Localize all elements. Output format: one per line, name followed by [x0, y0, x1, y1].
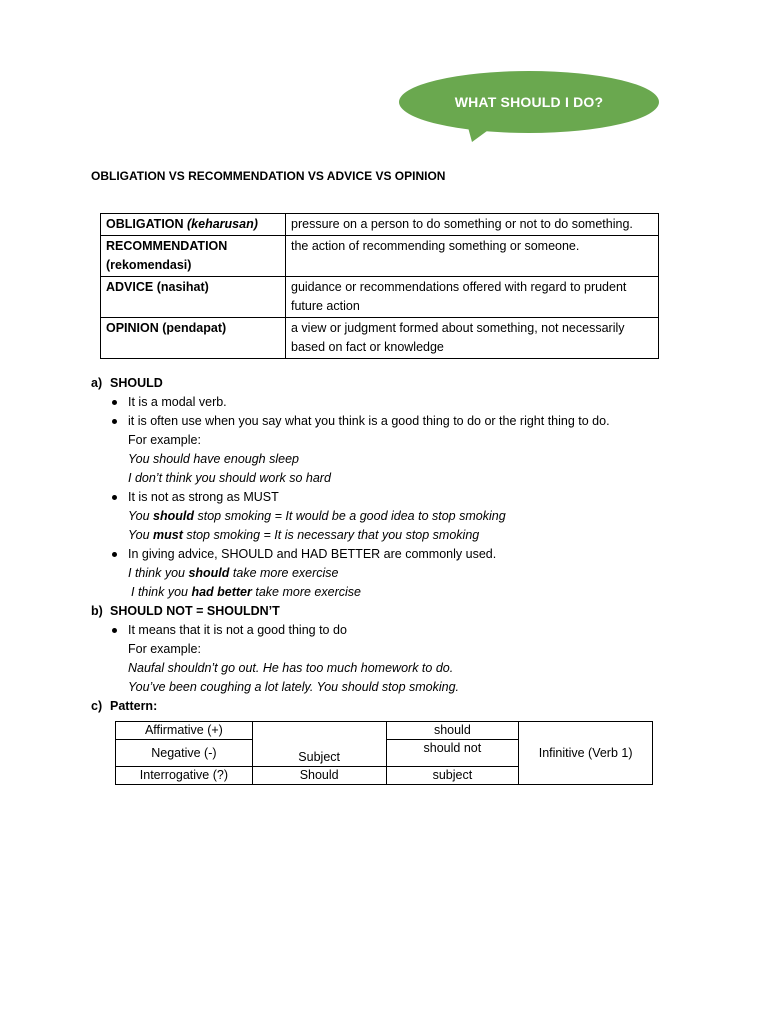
pattern-affirmative: Affirmative (+)	[116, 722, 253, 740]
pattern-should-question: Should	[252, 767, 386, 785]
pattern-table	[115, 721, 653, 785]
pattern-interrogative: Interrogative (?)	[116, 767, 253, 785]
speech-bubble	[399, 71, 659, 133]
bubble-title: WHAT SHOULD I DO?	[454, 94, 604, 110]
definitions-table	[100, 213, 659, 359]
term-cell: OPINION (pendapat)	[101, 318, 286, 359]
definition-cell: pressure on a person to do something or not to do something.	[286, 214, 659, 236]
section-b-title: b) SHOULD NOT = SHOULDN’T	[91, 604, 280, 618]
example-label: For example:	[128, 642, 201, 656]
list-item: In giving advice, SHOULD and HAD BETTER are commonly used.	[91, 545, 691, 564]
example-sentence: Naufal shouldn’t go out. He has too much homework to do.	[128, 661, 454, 675]
pattern-infinitive: Infinitive (Verb 1)	[519, 722, 653, 785]
term-cell: ADVICE (nasihat)	[101, 277, 286, 318]
list-item: It is a modal verb.	[91, 393, 691, 412]
example-sentence: I think you had better take more exercise	[131, 585, 361, 599]
list-item: it is often use when you say what you think is a good thing to do or the right thing to do.	[91, 412, 691, 431]
term-cell: OBLIGATION (keharusan)	[101, 214, 286, 236]
example-sentence: You’ve been coughing a lot lately. You should stop smoking.	[128, 680, 460, 694]
definition-cell: a view or judgment formed about something, not necessarily based on fact or knowledge	[286, 318, 659, 359]
table-row	[101, 236, 659, 277]
table-row	[101, 318, 659, 359]
example-sentence: You should stop smoking = It would be a good idea to stop smoking	[128, 509, 506, 523]
list-item: It means that it is not a good thing to do	[91, 621, 691, 640]
pattern-should: should	[386, 722, 519, 740]
section-a-title: a) SHOULD	[91, 376, 163, 390]
pattern-subject-question: subject	[386, 767, 519, 785]
page-heading: OBLIGATION VS RECOMMENDATION VS ADVICE VS OPINION	[91, 169, 446, 183]
definition-cell: guidance or recommendations offered with regard to prudent future action	[286, 277, 659, 318]
table-row	[101, 277, 659, 318]
table-row	[101, 214, 659, 236]
term-cell: RECOMMENDATION (rekomendasi)	[101, 236, 286, 277]
example-sentence: You must stop smoking = It is necessary that you stop smoking	[128, 528, 480, 542]
definition-cell: the action of recommending something or someone.	[286, 236, 659, 277]
example-sentence: You should have enough sleep	[128, 452, 299, 466]
lesson-content	[91, 374, 691, 716]
pattern-negative: Negative (-)	[116, 740, 253, 767]
section-c-title: c) Pattern:	[91, 699, 158, 713]
example-sentence: I don’t think you should work so hard	[128, 471, 331, 485]
speech-bubble-tail	[466, 120, 502, 142]
list-item: It is not as strong as MUST	[91, 488, 691, 507]
table-row	[116, 722, 653, 740]
pattern-subject: Subject	[252, 722, 386, 767]
example-label: For example:	[128, 433, 201, 447]
pattern-should-not: should not	[386, 740, 519, 767]
example-sentence: I think you should take more exercise	[128, 566, 339, 580]
